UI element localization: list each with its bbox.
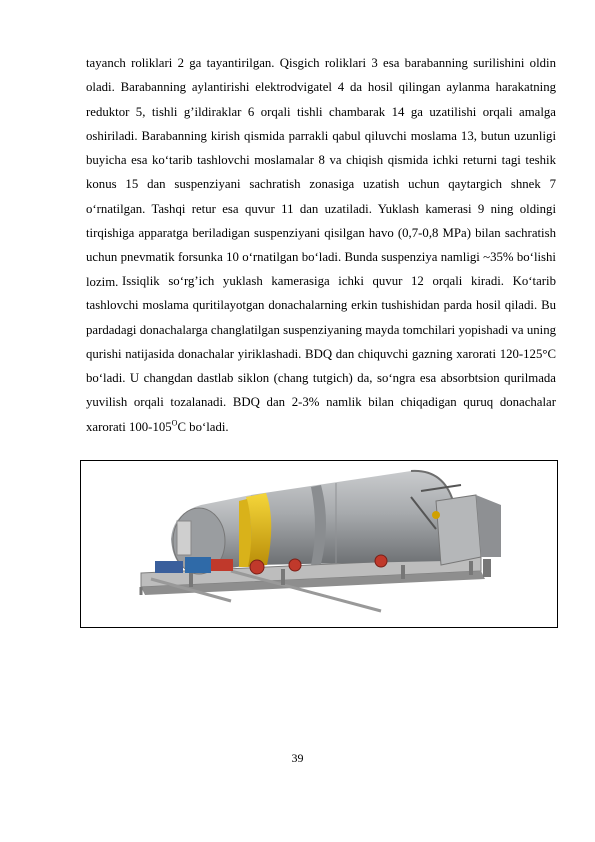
- rotary-dryer-image: [81, 461, 557, 627]
- paragraph-2-text: Issiqlik so‘rg’ich yuklash kamerasiga ichki quvur 12 orqali kiradi. Ko‘tarib tashlovchi moslama quritilayotgan donachalarning erkin tushishidan parda hosil qiladi. Bu pardadagi donachalarga changlatilgan suspenziyaning mayda tomchilari yopishadi va uning qurishi natijasida donachalar yiriklashadi. BDQ dan chiquvchi gazning xarorati 120-125°C bo‘ladi. U changdan dastlab siklon (chang tutgich) da, so‘ngra esa absorbtsion qurilmada yuvilish orqali tozalanadi. BDQ dan 2-3% namlik bilan chiqadigan quruq donachalar xarorati 100-105: [86, 274, 556, 434]
- paragraph-1: tayanch roliklari 2 ga tayantirilgan. Qisgich roliklari 3 esa barabanning surilishini oldin oladi. Barabanning aylantirishi elektrodvigatel 4 da hosil qilingan aylanma harakatning reduktor 5, tishli g’ildiraklar 6 orqali tishli chambarak 14 ga uzatilishi orqali amalga oshiriladi. Barabanning kirish qismida parrakli qabul qiluvchi moslama 13, butun uzunligi buyicha esa ko‘tarib tashlovchi moslamalar 8 va chiqish qismida ichki returni tagi teshik konus 15 dan suspenziyani sachratish zonasiga uzatish uchun qaytargich shnek 7 o‘rnatilgan. Tashqi retur esa quvur 11 dan uzatiladi. Yuklash kamerasi 9 ning oldingi tirqishiga apparatga beriladigan suspenziyani qisilgan havo (0,7-0,8 MPa) bilan sachratish uchun pnevmatik forsunka 10 o‘rnatilgan bo‘ladi. Bunda suspenziya namligi ~35% bo‘lishi lozim.: [86, 56, 556, 289]
- paragraph-2-end: C bo‘ladi.: [177, 419, 229, 434]
- paragraph-2: [86, 269, 556, 439]
- degree-superscript: O: [171, 418, 178, 428]
- figure-frame: [80, 460, 558, 628]
- ring-gear: [239, 493, 271, 567]
- page-number: 39: [291, 751, 304, 765]
